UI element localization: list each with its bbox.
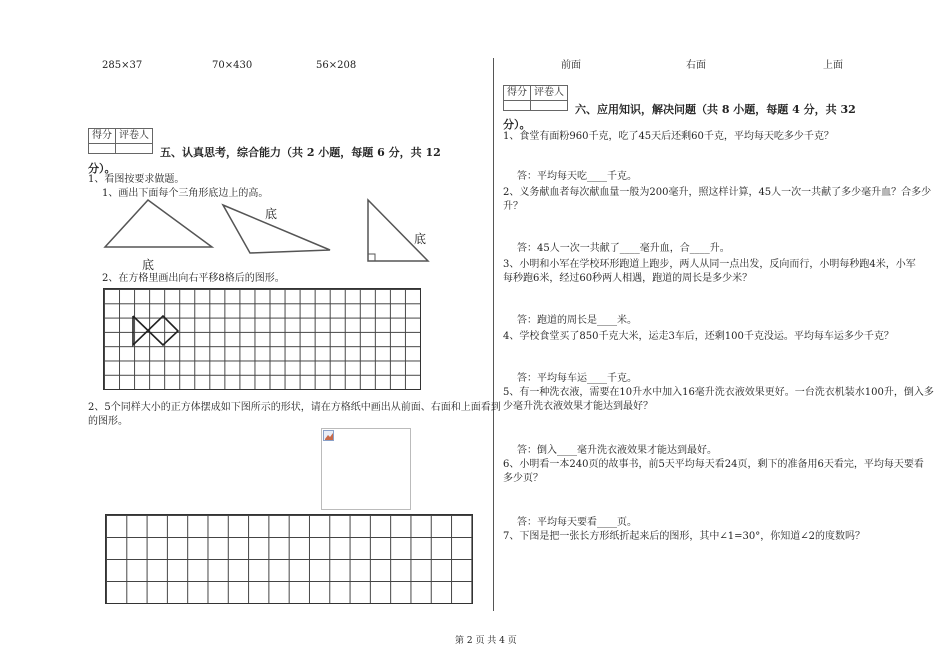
section6-a3: 答：跑道的周长是____米。 — [517, 315, 637, 326]
section6-title-cont: 分）。 — [503, 118, 531, 131]
score-label-2: 得分 — [504, 86, 531, 101]
calc-item-3: 56×208 — [316, 60, 357, 71]
section5-title: 五、认真思考，综合能力（共 2 小题，每题 6 分，共 12 — [160, 146, 441, 159]
base-label-2: 底 — [265, 207, 278, 221]
page-footer: 第 2 页 共 4 页 — [455, 636, 517, 646]
bowtie-outline — [133, 316, 178, 345]
base-label-1: 底 — [142, 258, 155, 272]
section6-q2-cont: 升？ — [503, 201, 523, 212]
section6-a4: 答：平均每车运____千克。 — [517, 373, 637, 384]
section5-q1-1: 1、画出下面每个三角形底边上的高。 — [102, 188, 269, 199]
score-label: 得分 — [89, 129, 116, 144]
grader-label-2: 评卷人 — [531, 86, 568, 101]
section6-q2: 2、义务献血者每次献血量一般为200毫升，照这样计算，45人一次一共献了多少毫升血？合多少 — [503, 187, 932, 198]
section6-title: 六、应用知识，解决问题（共 8 小题，每题 4 分，共 32 — [575, 103, 856, 116]
grader-label: 评卷人 — [116, 129, 153, 144]
section6-q6: 6、小明看一本240页的故事书，前5天平均每天看24页，剩下的准备用6天看完，平均每天要看 — [503, 459, 924, 470]
broken-image-icon — [323, 430, 335, 442]
section6-q4: 4、学校食堂买了850千克大米，运走3车后，还剩100千克没运。平均每车运多少千克？ — [503, 331, 894, 342]
section6-a1: 答：平均每天吃____千克。 — [517, 171, 637, 182]
section6-a5: 答：倒入____毫升洗衣液效果才能达到最好。 — [517, 445, 717, 456]
section5-q2-cont: 的图形。 — [88, 416, 128, 427]
calc-item-1: 285×37 — [102, 60, 143, 71]
section6-q7: 7、下图是把一张长方形纸折起来后的图形，其中∠1=30°，你知道∠2的度数吗？ — [503, 531, 865, 542]
section6-a6: 答：平均每天要看____页。 — [517, 517, 637, 528]
section5-q1: 1、看图按要求做题。 — [88, 174, 185, 185]
section6-q5: 5、有一种洗衣液，需要在10升水中加入16毫升洗衣液效果更好。一台洗衣机装水100升，倒入多 — [503, 387, 934, 398]
cube-figure-placeholder — [321, 428, 411, 510]
section6-q1: 1、食堂有面粉960千克，吃了45天后还剩60千克，平均每天吃多少千克？ — [503, 131, 834, 142]
view-label-top: 上面 — [823, 60, 843, 71]
view-label-right: 右面 — [686, 60, 706, 71]
section5-title-cont: 分）。 — [88, 162, 116, 175]
section6-q6-cont: 多少页？ — [503, 473, 543, 484]
section5-q2: 2、5个同样大小的正方体摆成如下图所示的形状，请在方格纸中画出从前面、右面和上面看到 — [88, 402, 501, 413]
section6-q3: 3、小明和小军在学校环形跑道上跑步，两人从同一点出发，反向而行，小明每秒跑4米，小军 — [503, 259, 916, 270]
view-label-front: 前面 — [561, 60, 581, 71]
section6-q5-cont: 少毫升洗衣液效果才能达到最好？ — [503, 401, 653, 412]
right-angle-mark — [368, 254, 375, 261]
base-label-3: 底 — [414, 232, 427, 246]
bowtie-shape — [103, 288, 423, 390]
column-divider — [493, 58, 494, 611]
score-box-section6 — [503, 85, 568, 111]
drawing-grid — [105, 514, 473, 604]
section6-a2: 答：45人一次一共献了____毫升血，合____升。 — [517, 243, 730, 254]
section5-q1-2: 2、在方格里画出向右平移8格后的图形。 — [102, 273, 285, 284]
triangle-1 — [105, 200, 212, 247]
score-box-section5 — [88, 128, 153, 154]
calc-item-2: 70×430 — [212, 60, 253, 71]
section6-q3-cont: 每秒跑6米，经过60秒两人相遇，跑道的周长是多少米？ — [503, 273, 753, 284]
